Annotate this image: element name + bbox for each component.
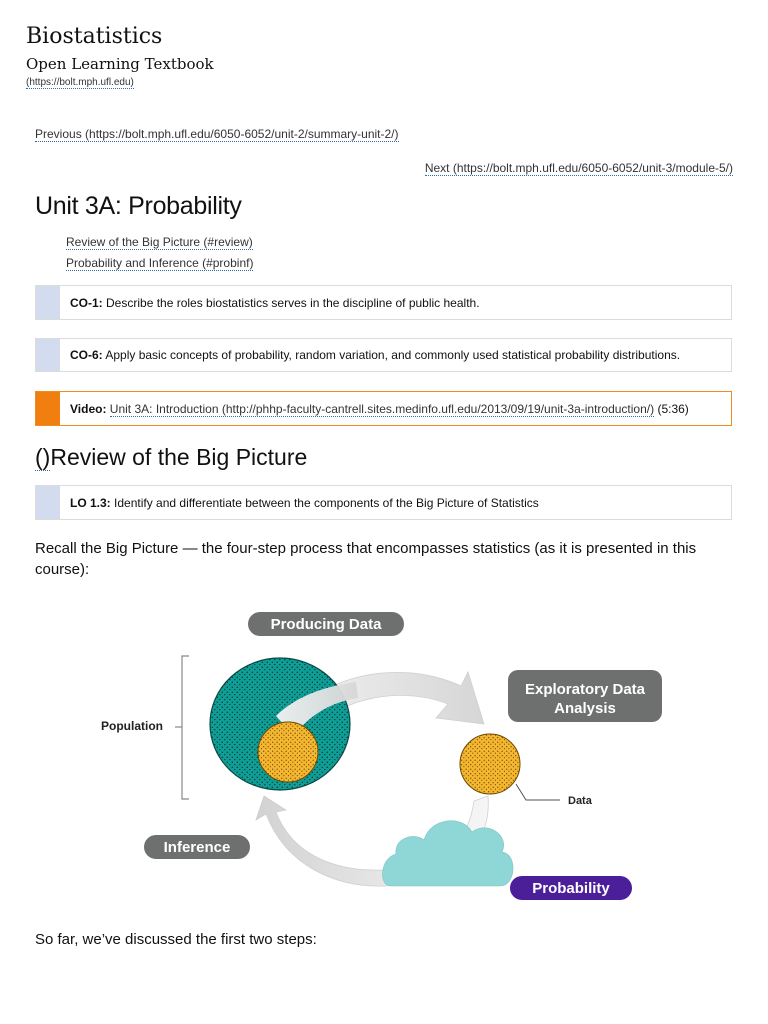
previous-link[interactable]: Previous (https://bolt.mph.ufl.edu/6050-6052/unit-2/summary-unit-2/) [35, 127, 399, 141]
video-label: Video: [70, 401, 107, 416]
data-label: Data [568, 795, 592, 807]
table-of-contents [66, 232, 253, 274]
population-bracket [182, 656, 189, 799]
toc-link-probinf[interactable]: Probability and Inference (#probinf) [66, 256, 254, 270]
population-label: Population [101, 719, 163, 733]
site-url-link[interactable]: (https://bolt.mph.ufl.edu) [26, 77, 134, 88]
objective-text: Apply basic concepts of probability, random variation, and commonly used statistical probability distributions. [105, 348, 681, 362]
sample-circle [258, 722, 318, 782]
course-objective-box [35, 285, 732, 320]
objective-text: Identify and differentiate between the components of the Big Picture of Statistics [114, 495, 539, 510]
video-accent-bar [36, 392, 60, 425]
objective-accent-bar [36, 486, 60, 519]
probability-cloud [382, 821, 513, 886]
section-title: Review of the Big Picture [50, 444, 308, 470]
data-sample-circle [460, 734, 520, 794]
intro-paragraph: Recall the Big Picture — the four-step process that encompasses statistics (as it is presented in this course): [35, 540, 697, 578]
objective-code: LO 1.3: [70, 495, 111, 510]
inference-label: Inference [163, 839, 231, 856]
video-link[interactable]: Unit 3A: Introduction (http://phhp-faculty-cantrell.sites.medinfo.ufl.edu/2013/09/19/unit-3a-introduction/) [109, 401, 655, 416]
course-objective-box [35, 338, 732, 372]
objective-text: Describe the roles biostatistics serves in the discipline of public health. [106, 295, 480, 310]
page-title: Unit 3A: Probability [35, 192, 242, 220]
probability-label: Probability [532, 880, 610, 897]
eda-label-line2: Analysis [554, 700, 616, 717]
section-anchor-link[interactable]: () [35, 444, 51, 470]
video-duration: (5:36) [657, 401, 689, 416]
section-heading [35, 444, 307, 471]
objective-code: CO-1: [70, 295, 103, 310]
learning-objective-box [35, 485, 732, 520]
objective-accent-bar [36, 339, 60, 371]
producing-data-label: Producing Data [270, 616, 382, 633]
site-title: Biostatistics [26, 24, 163, 49]
video-box [35, 391, 732, 426]
steps-paragraph: So far, we’ve discussed the first two steps: [35, 931, 317, 948]
big-picture-diagram [96, 606, 676, 906]
objective-accent-bar [36, 286, 60, 319]
toc-link-review[interactable]: Review of the Big Picture (#review) [66, 235, 253, 249]
site-subtitle: Open Learning Textbook [26, 55, 214, 73]
eda-label-line1: Exploratory Data [524, 681, 646, 698]
objective-code: CO-6: [70, 348, 103, 362]
next-link[interactable]: Next (https://bolt.mph.ufl.edu/6050-6052/unit-3/module-5/) [424, 161, 733, 175]
